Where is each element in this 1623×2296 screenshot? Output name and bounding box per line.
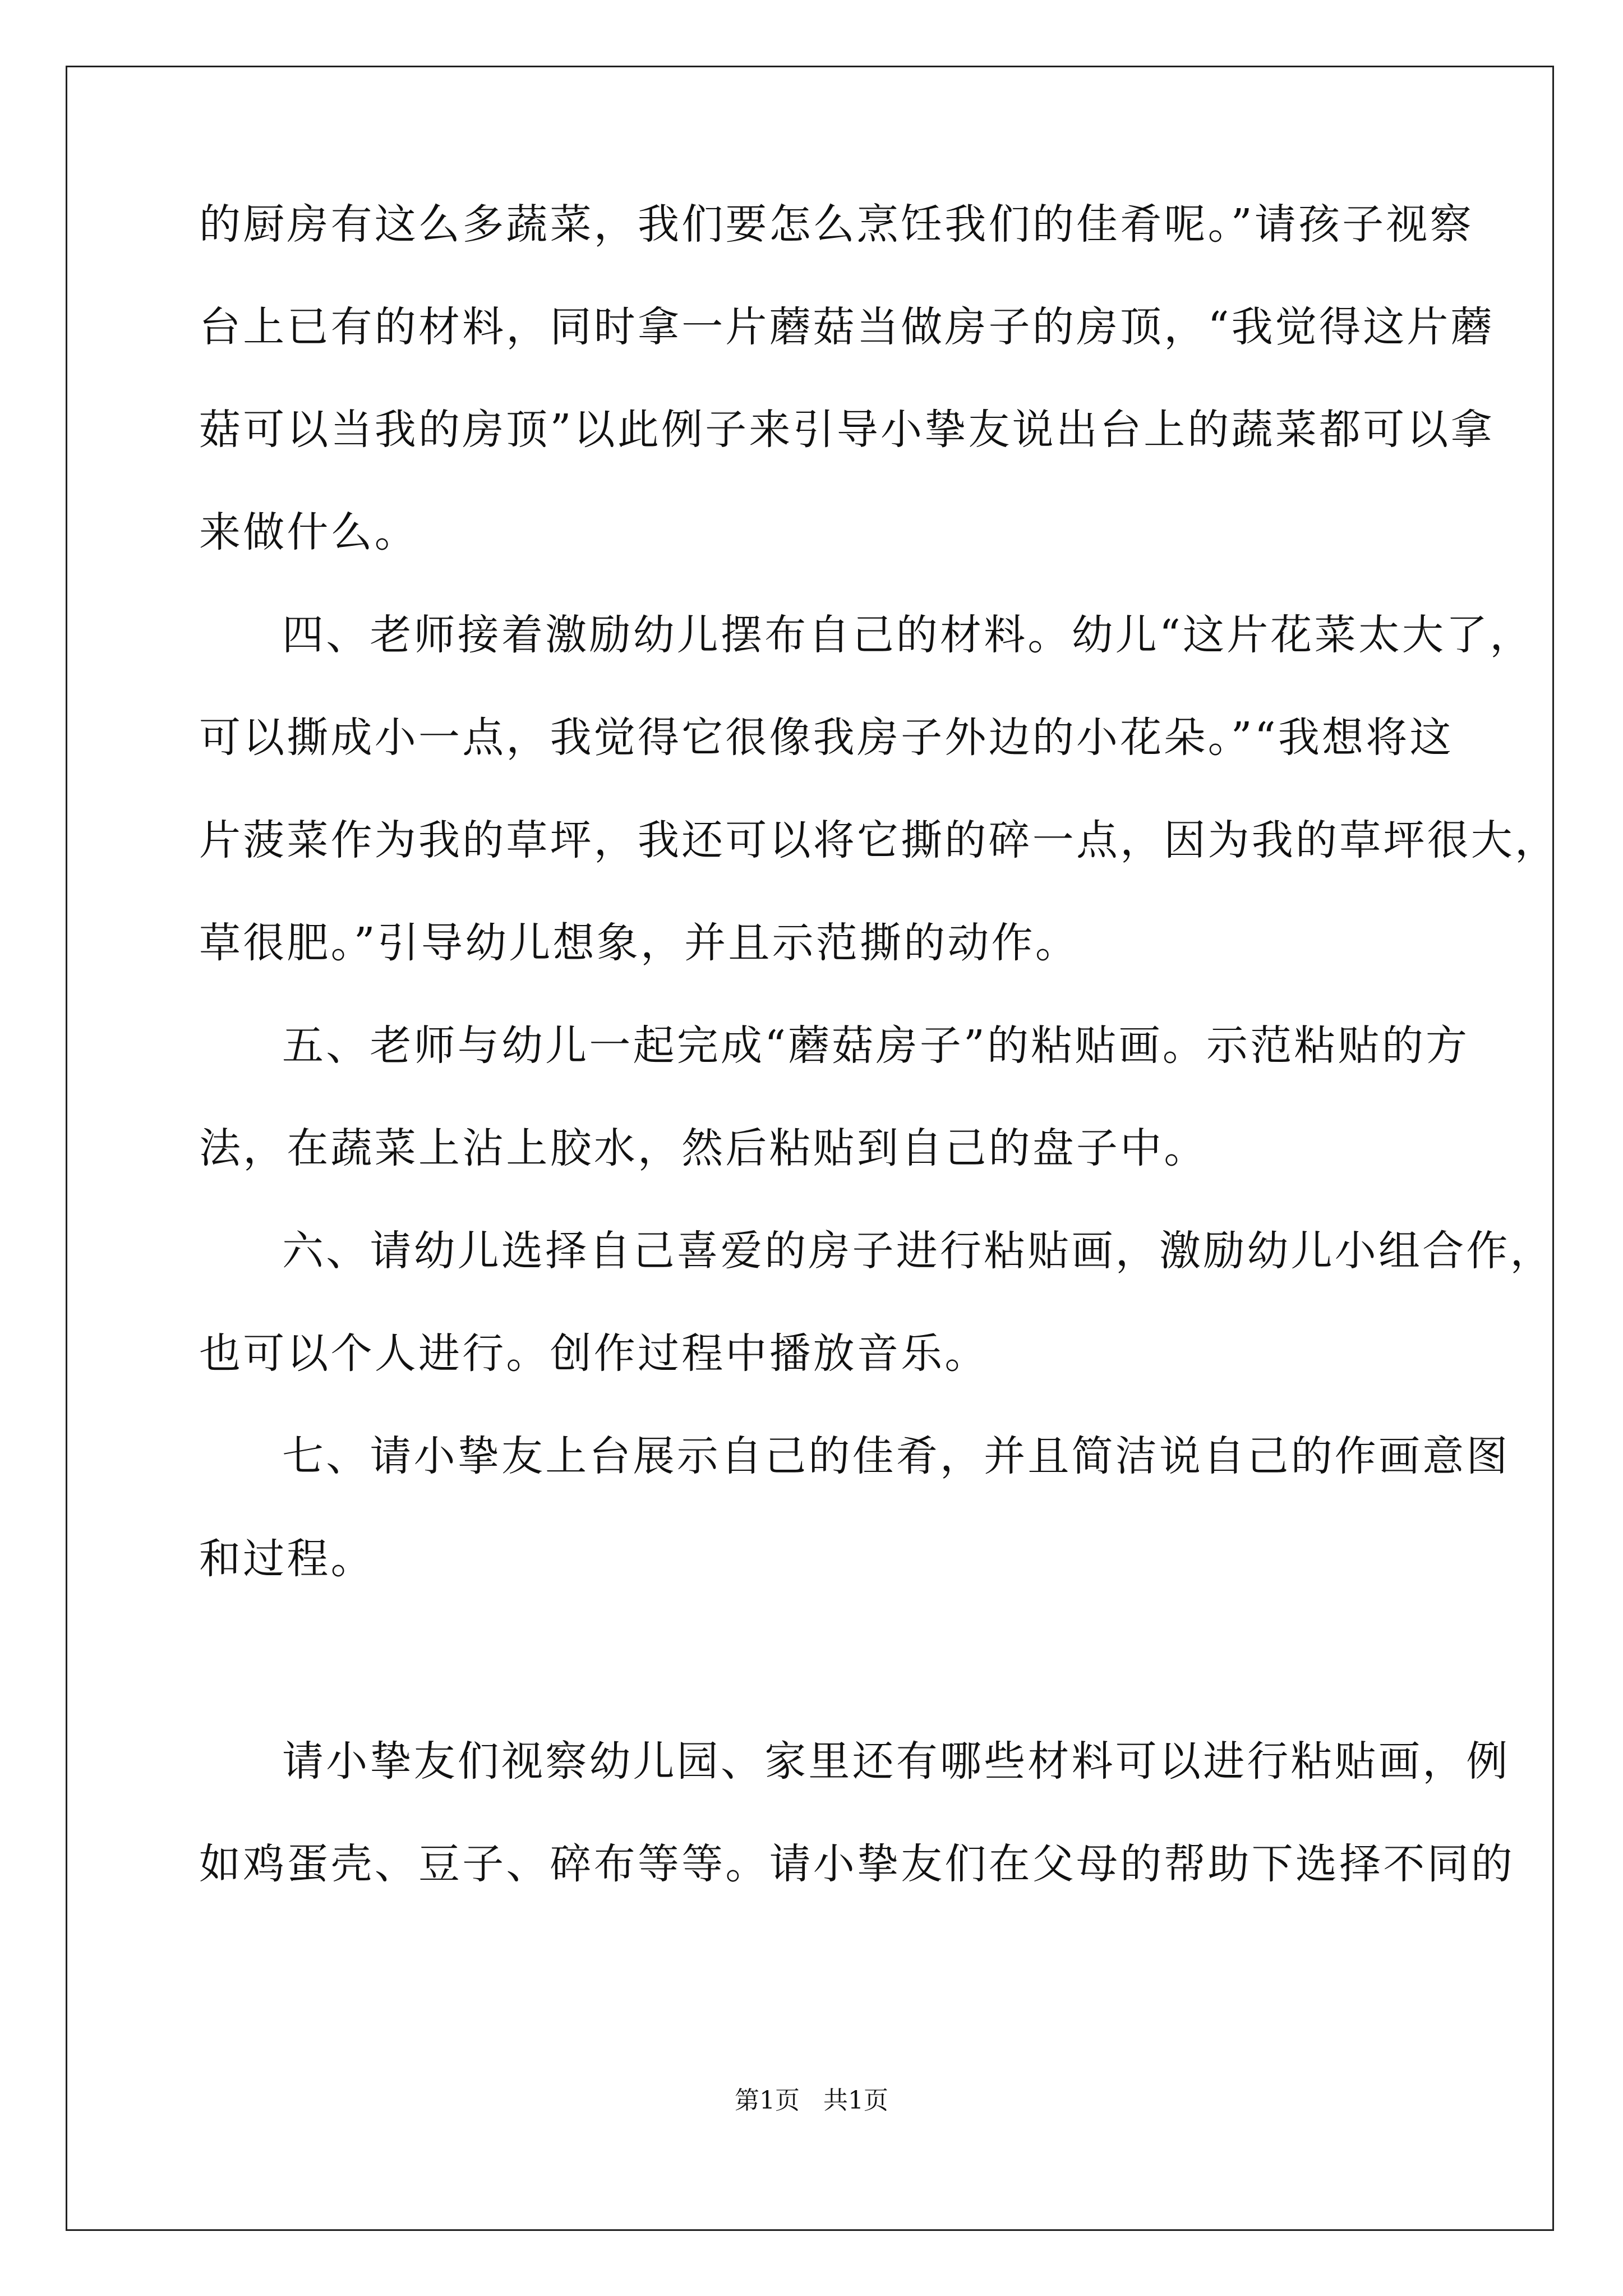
paragraph-start-line: 七、请小挚友上台展示自己的佳肴，并且简洁说自己的作画意图 <box>282 1432 1510 1480</box>
text-line: 的厨房有这么多蔬菜，我们要怎么烹饪我们的佳肴呢。”请孩子视察 <box>199 200 1474 249</box>
text-line: 可以撕成小一点，我觉得它很像我房子外边的小花朵。”“我想将这 <box>199 714 1454 762</box>
text-line: 菇可以当我的房顶”以此例子来引导小挚友说出台上的蔬菜都可以拿 <box>199 406 1495 454</box>
text-line: 来做什么。 <box>199 508 418 556</box>
text-line: 如鸡蛋壳、豆子、碎布等等。请小挚友们在父母的帮助下选择不同的 <box>199 1840 1515 1888</box>
text-line: 草很肥。”引导幼儿想象，并且示范撕的动作。 <box>199 919 1080 967</box>
text-line: 也可以个人进行。创作过程中播放音乐。 <box>199 1329 989 1378</box>
paragraph-start-line: 四、老师接着激励幼儿摆布自己的材料。幼儿“这片花菜太大了， <box>282 611 1534 659</box>
paragraph-start-line: 五、老师与幼儿一起完成“蘑菇房子”的粘贴画。示范粘贴的方 <box>282 1022 1470 1070</box>
text-line: 法，在蔬菜上沾上胶水，然后粘贴到自己的盘子中。 <box>199 1124 1208 1172</box>
text-line: 台上已有的材料，同时拿一片蘑菇当做房子的房顶，“我觉得这片蘑 <box>199 303 1495 351</box>
page-number-footer: 第1页 共1页 <box>735 2086 888 2115</box>
paragraph-start-line: 六、请幼儿选择自己喜爱的房子进行粘贴画，激励幼儿小组合作， <box>282 1227 1554 1275</box>
text-line: 片菠菜作为我的草坪，我还可以将它撕的碎一点，因为我的草坪很大， <box>199 816 1559 864</box>
paragraph-start-line: 请小挚友们视察幼儿园、家里还有哪些材料可以进行粘贴画，例 <box>282 1737 1510 1786</box>
text-line: 和过程。 <box>199 1535 375 1583</box>
